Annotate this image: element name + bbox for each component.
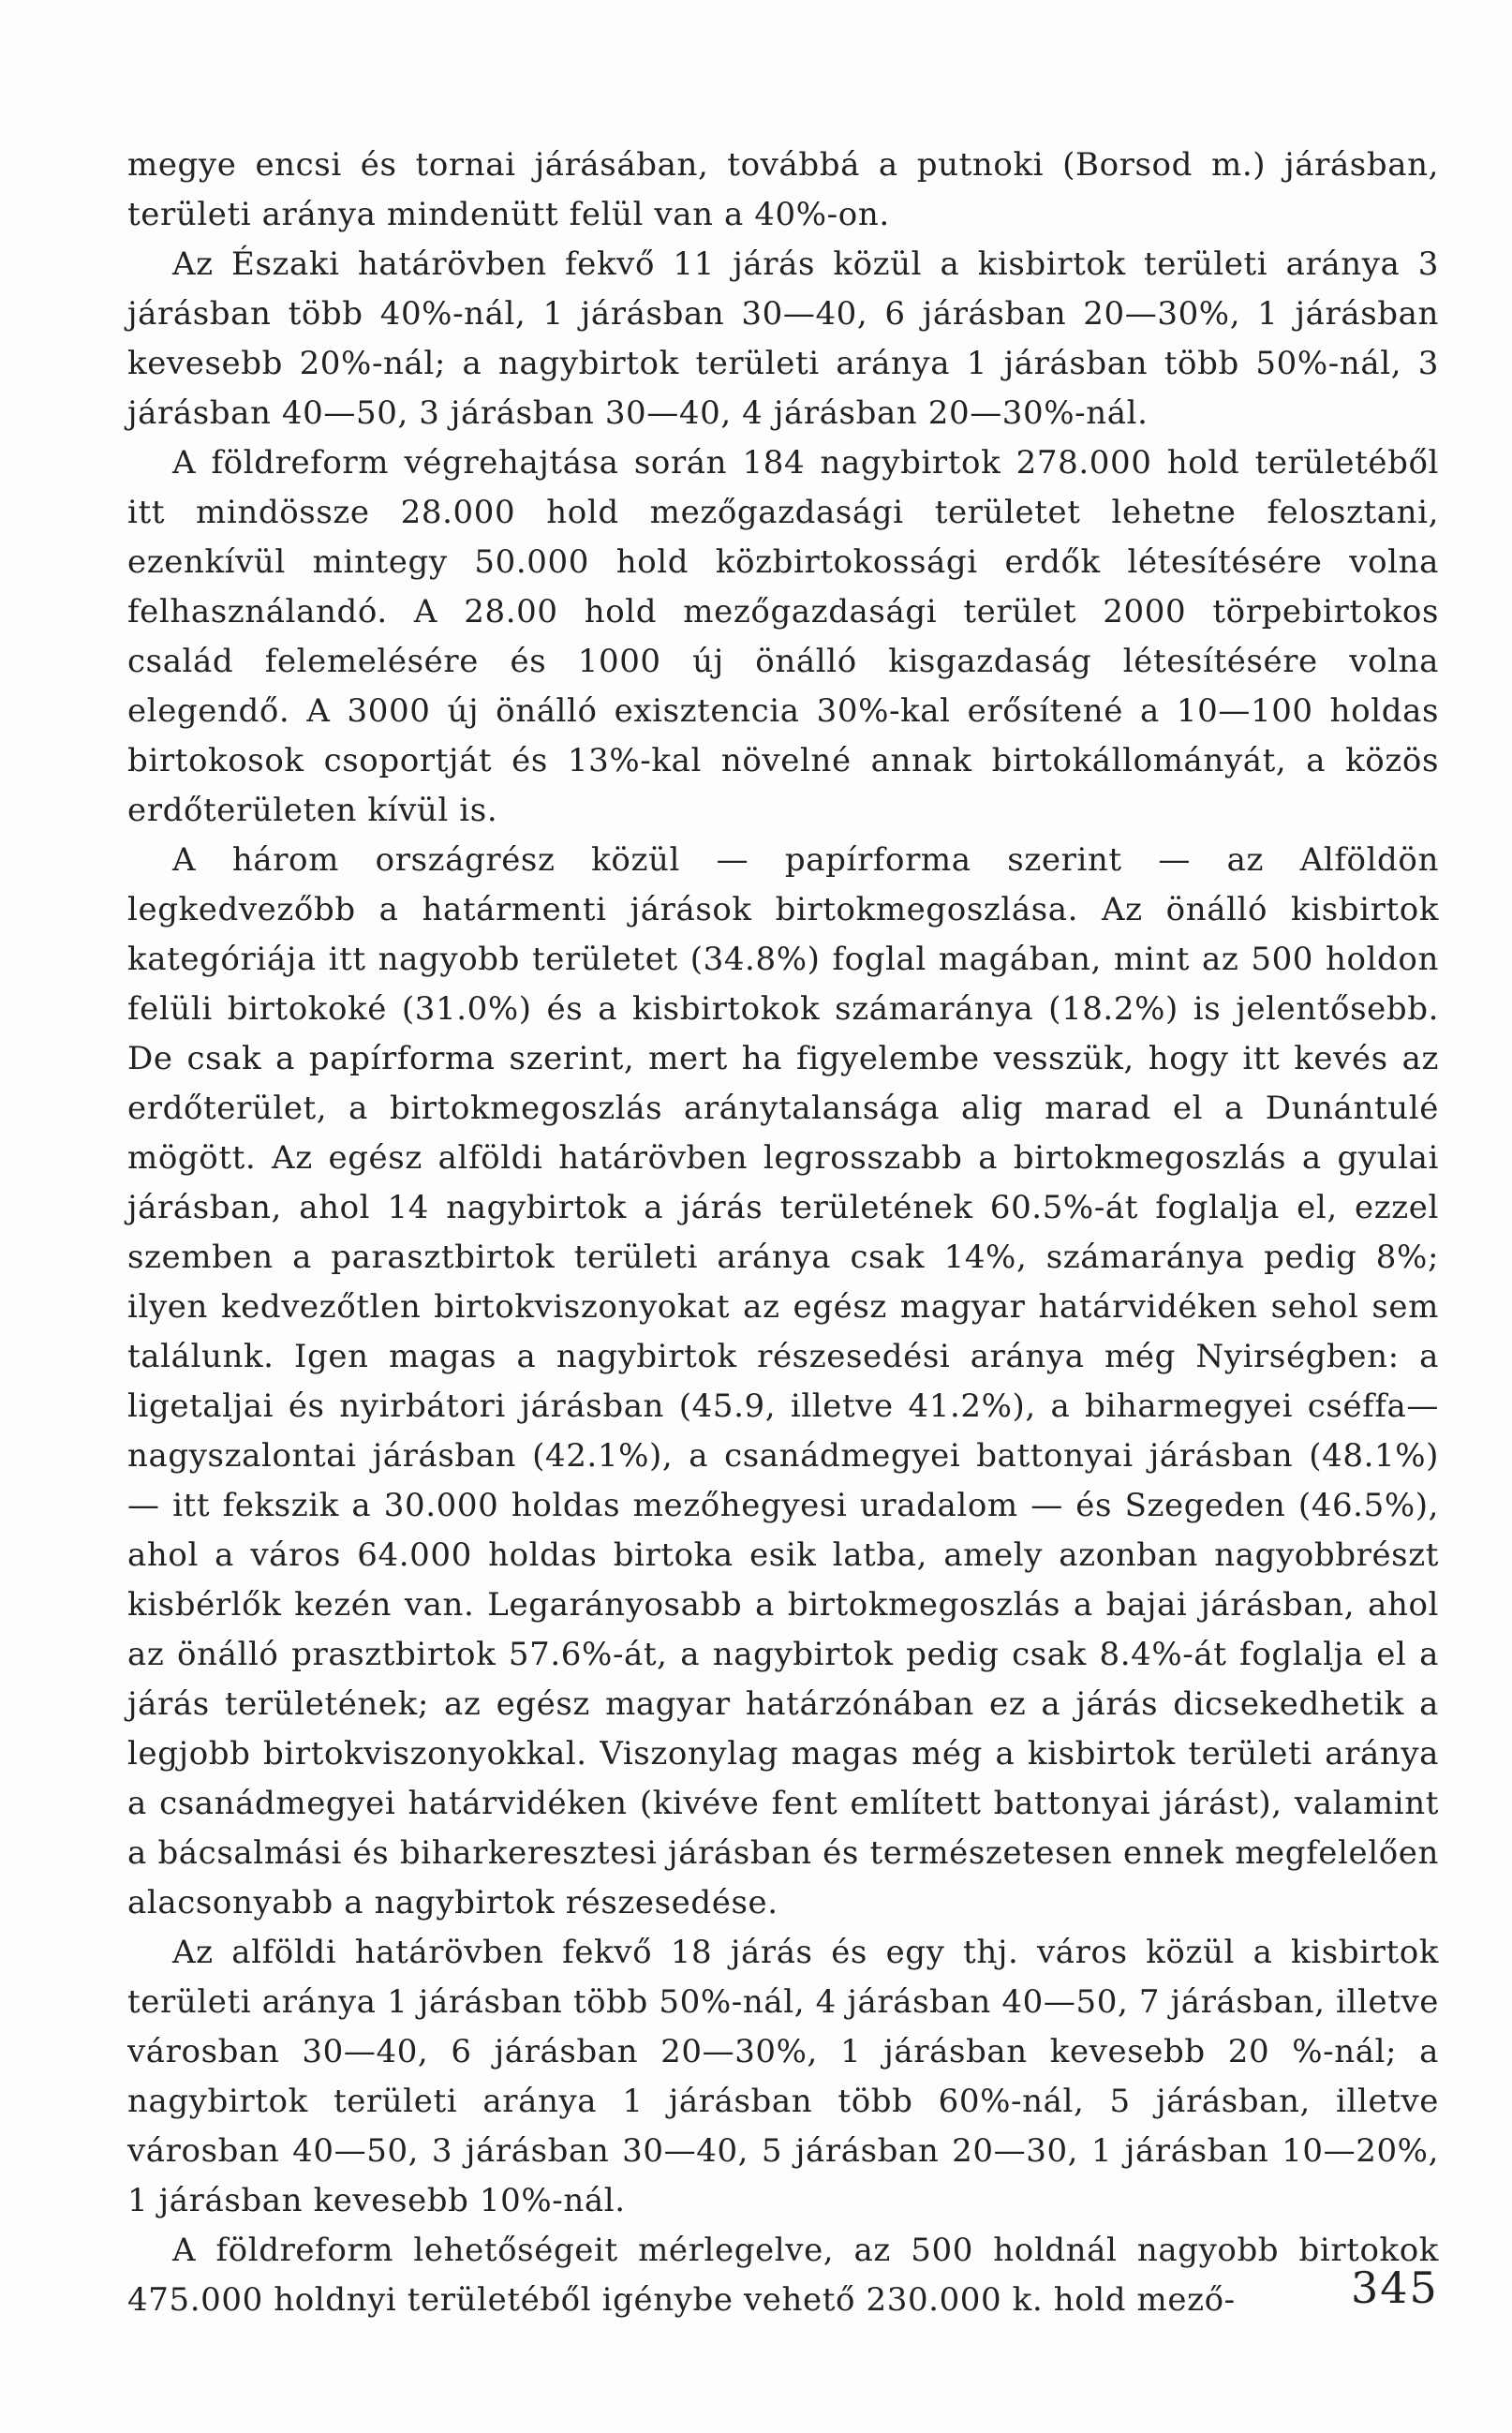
paragraph-land-reform-alfold: A földreform lehetőségeit mérlegelve, az 500 holdnál nagyobb birtokok 475.000 holdnyi területéből igénybe vehető 230.000 k. hold mező-	[127, 2232, 1439, 2319]
page-number: 345	[1351, 2262, 1439, 2313]
body-text	[127, 141, 1439, 2325]
paragraph-alfold-distribution: A három országrész közül — papírforma szerint — az Alföldön legkedvezőbb a határmenti járások birtokmegoszlása. Az önálló kisbirtok kategóriája itt nagyobb területet (34.8%) foglal magában, mint az 500 holdon felüli birtokoké (31.0%) és a kisbirtokok számaránya (18.2%) is jelentősebb. De csak a papírforma szerint, mert ha figyelembe vesszük, hogy itt kevés az erdőterület, a birtokmegoszlás aránytalansága alig marad el a Dunántulé mögött. Az egész alföldi határövben legrosszabb a birtokmegoszlás a gyulai járásban, ahol 14 nagybirtok a járás területének 60.5%-át foglalja el, ezzel szemben a parasztbirtok területi aránya csak 14%, számaránya pedig 8%; ilyen kedvezőtlen birtokviszonyokat az egész magyar határvidéken sehol sem találunk. Igen magas a nagybirtok részesedési aránya még Nyirségben: a ligetaljai és nyirbátori járásban (45.9, illetve 41.2%), a biharmegyei cséffa—nagyszalontai járásban (42.1%), a csanádmegyei battonyai járásban (48.1%) — itt fekszik a 30.000 holdas mezőhegyesi uradalom — és Szegeden (46.5%), ahol a város 64.000 holdas birtoka esik latba, amely azonban nagyobbrészt kisbérlők kezén van. Legarányosabb a birtokmegoszlás a bajai járásban, ahol az önálló prasztbirtok 57.6%-át, a nagybirtok pedig csak 8.4%-át foglalja el a járás területének; az egész magyar határzónában ez a járás dicsekedhetik a legjobb birtokviszonyokkal. Viszonylag magas még a kisbirtok területi aránya a csanádmegyei határvidéken (kivéve fent említett battonyai járást), valamint a bácsalmási és biharkeresztesi járásban és természetesen ennek megfelelően alacsonyabb a nagybirtok részesedése.	[127, 841, 1439, 1921]
paragraph-northern-zone: Az Északi határövben fekvő 11 járás közül a kisbirtok területi aránya 3 járásban több 40%-nál, 1 járásban 30—40, 6 járásban 20—30%, 1 járásban kevesebb 20%-nál; a nagybirtok területi aránya 1 járásban több 50%-nál, 3 járásban 40—50, 3 járásban 30—40, 4 járásban 20—30%-nál.	[127, 245, 1439, 432]
paragraph-land-reform-north: A földreform végrehajtása során 184 nagybirtok 278.000 hold területéből itt mindössze 28.000 hold mezőgazdasági területet lehetne felosztani, ezenkívül mintegy 50.000 hold közbirtokossági erdők létesítésére volna felhasználandó. A 28.00 hold mezőgazdasági terület 2000 törpebirtokos család felemelésére és 1000 új önálló kisgazdaság létesítésére volna elegendő. A 3000 új önálló exisztencia 30%-kal erősítené a 10—100 holdas birtokosok csoportját és 13%-kal növelné annak birtokállományát, a közös erdőterületen kívül is.	[127, 444, 1439, 829]
paragraph-continuation: megye encsi és tornai járásában, továbbá a putnoki (Borsod m.) járásban, területi aránya mindenütt felül van a 40%-on.	[127, 146, 1439, 233]
paragraph-alfold-statistics: Az alföldi határövben fekvő 18 járás és egy thj. város közül a kisbirtok területi aránya 1 járásban több 50%-nál, 4 járásban 40—50, 7 járásban, illetve városban 30—40, 6 járásban 20—30%, 1 járásban kevesebb 20 %-nál; a nagybirtok területi aránya 1 járásban több 60%-nál, 5 járásban, illetve városban 40—50, 3 járásban 30—40, 5 járásban 20—30, 1 járásban 10—20%, 1 járásban kevesebb 10%-nál.	[127, 1934, 1439, 2219]
